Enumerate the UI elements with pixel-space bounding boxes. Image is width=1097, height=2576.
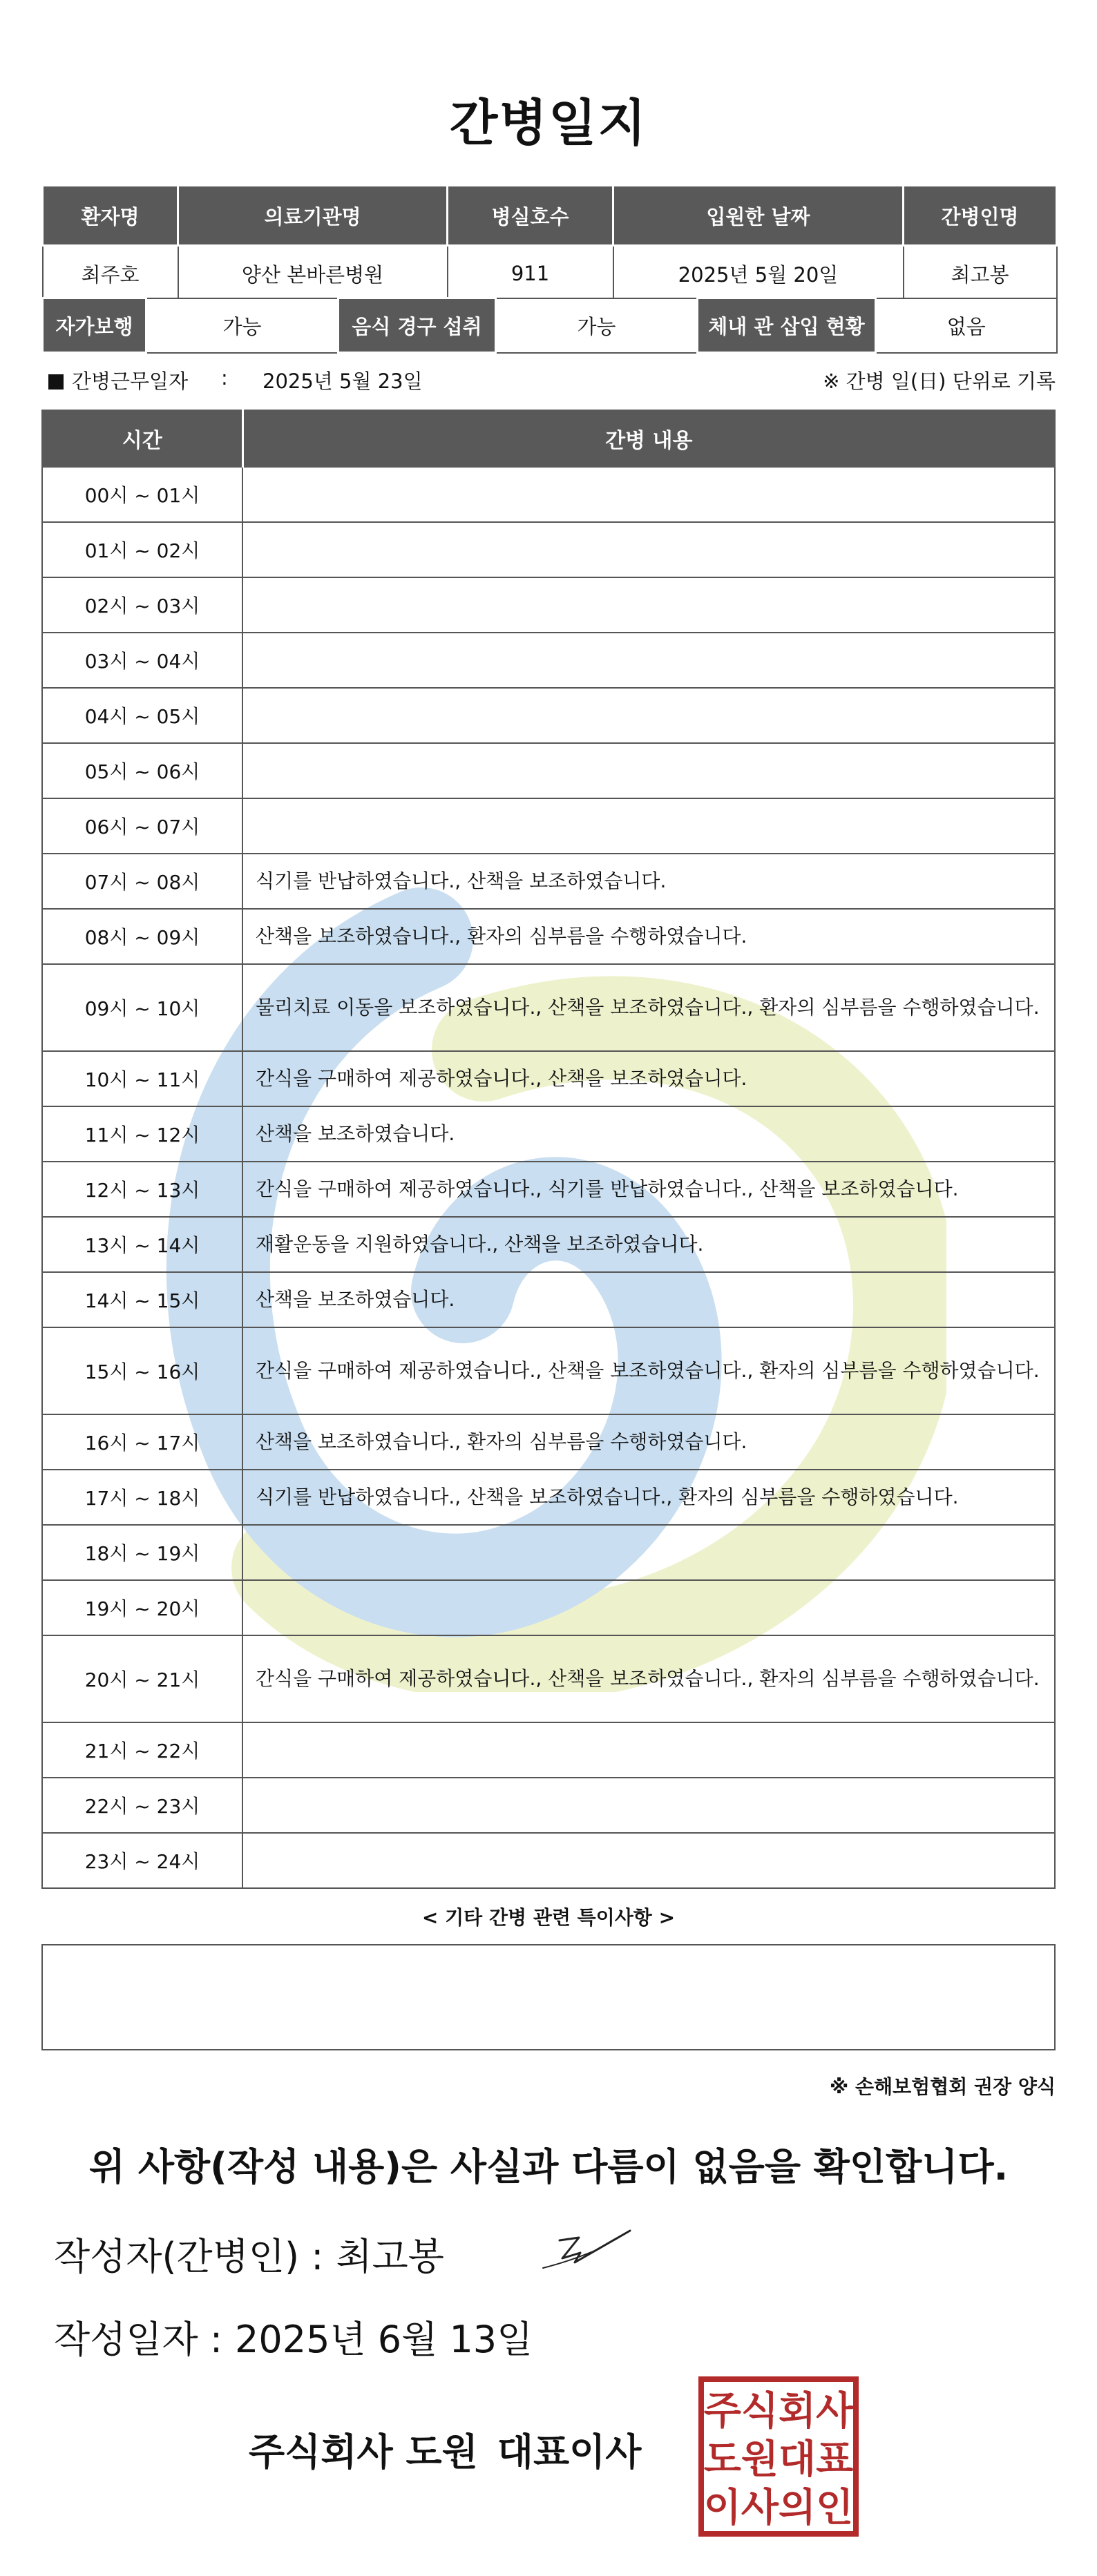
caregiver-name-value: 최고봉: [904, 246, 1057, 302]
log-content: 식기를 반납하였습니다., 산책을 보조하였습니다., 환자의 심부름을 수행하였습니다.: [242, 1470, 1055, 1525]
care-log-table: [41, 410, 1056, 1889]
log-row: [42, 1722, 1055, 1778]
log-content: 간식을 구매하여 제공하였습니다., 식기를 반납하였습니다., 산책을 보조하였습니다.: [242, 1162, 1055, 1217]
tube-status-value: 없음: [876, 298, 1057, 353]
log-time: 06시 ~ 07시: [42, 798, 242, 854]
log-content: [242, 688, 1055, 743]
log-row: [42, 1272, 1055, 1327]
written-date-label: 작성일자 :: [54, 2318, 223, 2361]
log-row: [42, 1051, 1055, 1106]
log-row: [42, 522, 1055, 577]
log-time: 11시 ~ 12시: [42, 1106, 242, 1162]
log-time: 04시 ~ 05시: [42, 688, 242, 743]
log-row: [42, 1470, 1055, 1525]
admission-date-value: 2025년 5월 20일: [613, 246, 904, 302]
log-time: 23시 ~ 24시: [42, 1833, 242, 1888]
writer-name: 최고봉: [336, 2235, 444, 2278]
written-date-value: 2025년 6월 13일: [235, 2318, 533, 2361]
log-time: 17시 ~ 18시: [42, 1470, 242, 1525]
log-row: [42, 1327, 1055, 1414]
work-date-line: [48, 366, 1056, 396]
log-row: [42, 688, 1055, 743]
self-walk-label: 자가보행: [43, 298, 146, 353]
log-time: 21시 ~ 22시: [42, 1722, 242, 1778]
log-row: [42, 798, 1055, 854]
patient-info-table: [41, 184, 1058, 302]
log-row: [42, 854, 1055, 909]
log-time: 08시 ~ 09시: [42, 909, 242, 964]
patient-ability-table: [41, 297, 1058, 354]
hospital-name-value: 양산 본바른병원: [178, 246, 448, 302]
written-date-line: [54, 2310, 533, 2363]
handwritten-signature: [539, 2225, 636, 2274]
work-date-colon: :: [221, 366, 228, 390]
log-row: [42, 1635, 1055, 1722]
recommended-form-note: ※ 손해보험협회 권장 양식: [830, 2075, 1056, 2098]
patient-info-value-row: [43, 246, 1057, 302]
company-line: [249, 2423, 641, 2476]
log-time: 20시 ~ 21시: [42, 1635, 242, 1722]
work-date-label-group: [48, 366, 188, 394]
log-time: 10시 ~ 11시: [42, 1051, 242, 1106]
log-content: 산책을 보조하였습니다.: [242, 1272, 1055, 1327]
svg-text:이사의인: 이사의인: [703, 2486, 854, 2530]
log-content: 간식을 구매하여 제공하였습니다., 산책을 보조하였습니다., 환자의 심부름을 수행하였습니다.: [242, 1327, 1055, 1414]
log-row: [42, 1525, 1055, 1580]
log-content: [242, 577, 1055, 633]
patient-name-value: 최주호: [43, 246, 178, 302]
log-time: 12시 ~ 13시: [42, 1162, 242, 1217]
log-content: [242, 522, 1055, 577]
special-notes-title: < 기타 간병 관련 특이사항 >: [421, 1906, 676, 1929]
log-row: [42, 1414, 1055, 1470]
writer-line: [54, 2227, 444, 2280]
tube-status-label: 체내 관 삽입 현황: [698, 298, 876, 353]
log-time: 07시 ~ 08시: [42, 854, 242, 909]
company-seal-stamp: [698, 2376, 859, 2537]
log-time: 15시 ~ 16시: [42, 1327, 242, 1414]
log-time: 19시 ~ 20시: [42, 1580, 242, 1635]
log-content: 산책을 보조하였습니다., 환자의 심부름을 수행하였습니다.: [242, 1414, 1055, 1470]
log-row: [42, 1580, 1055, 1635]
log-time: 09시 ~ 10시: [42, 964, 242, 1051]
log-row: [42, 577, 1055, 633]
self-walk-value: 가능: [146, 298, 338, 353]
content-column-header: 간병 내용: [242, 410, 1055, 467]
log-content: [242, 1525, 1055, 1580]
log-content: [242, 1833, 1055, 1888]
log-content: [242, 798, 1055, 854]
oral-intake-value: 가능: [496, 298, 698, 353]
log-content: [242, 743, 1055, 798]
care-log-header-row: [42, 410, 1055, 467]
log-content: [242, 633, 1055, 688]
log-time: 22시 ~ 23시: [42, 1778, 242, 1833]
log-content: [242, 1580, 1055, 1635]
room-number-value: 911: [448, 246, 613, 302]
log-content: 재활운동을 지원하였습니다., 산책을 보조하였습니다.: [242, 1217, 1055, 1272]
confirmation-statement: 위 사항(작성 내용)은 사실과 다름이 없음을 확인합니다.: [88, 2145, 1009, 2189]
company-name: 주식회사 도원: [249, 2430, 478, 2474]
log-row: [42, 909, 1055, 964]
log-content: [242, 1722, 1055, 1778]
care-log-body: [42, 467, 1055, 1888]
patient-ability-row: [43, 298, 1057, 353]
writer-label: 작성자(간병인) :: [54, 2235, 324, 2278]
svg-text:도원대표: 도원대표: [703, 2437, 854, 2482]
log-content: 식기를 반납하였습니다., 산책을 보조하였습니다.: [242, 854, 1055, 909]
room-number-header: 병실호수: [448, 186, 613, 246]
admission-date-header: 입원한 날짜: [613, 186, 904, 246]
log-time: 03시 ~ 04시: [42, 633, 242, 688]
page-title: 간병일지: [449, 94, 648, 152]
log-row: [42, 1833, 1055, 1888]
ceo-title: 대표이사: [497, 2430, 642, 2474]
log-time: 13시 ~ 14시: [42, 1217, 242, 1272]
log-row: [42, 743, 1055, 798]
log-content: 간식을 구매하여 제공하였습니다., 산책을 보조하였습니다.: [242, 1051, 1055, 1106]
patient-info-header-row: [43, 186, 1057, 246]
log-row: [42, 1106, 1055, 1162]
hospital-name-header: 의료기관명: [178, 186, 448, 246]
log-row: [42, 467, 1055, 522]
log-content: [242, 1778, 1055, 1833]
daily-record-note: ※ 간병 일(日) 단위로 기록: [823, 369, 1056, 393]
log-content: [242, 467, 1055, 522]
patient-name-header: 환자명: [43, 186, 178, 246]
log-time: 01시 ~ 02시: [42, 522, 242, 577]
log-content: 간식을 구매하여 제공하였습니다., 산책을 보조하였습니다., 환자의 심부름을 수행하였습니다.: [242, 1635, 1055, 1722]
time-column-header: 시간: [42, 410, 242, 467]
square-bullet-icon: [48, 374, 64, 390]
log-time: 00시 ~ 01시: [42, 467, 242, 522]
log-content: 산책을 보조하였습니다.: [242, 1106, 1055, 1162]
log-content: 물리치료 이동을 보조하였습니다., 산책을 보조하였습니다., 환자의 심부름을 수행하였습니다.: [242, 964, 1055, 1051]
caregiver-name-header: 간병인명: [904, 186, 1057, 246]
log-time: 16시 ~ 17시: [42, 1414, 242, 1470]
log-row: [42, 633, 1055, 688]
log-content: 산책을 보조하였습니다., 환자의 심부름을 수행하였습니다.: [242, 909, 1055, 964]
oral-intake-label: 음식 경구 섭취: [338, 298, 496, 353]
log-row: [42, 1162, 1055, 1217]
log-row: [42, 1217, 1055, 1272]
log-time: 05시 ~ 06시: [42, 743, 242, 798]
work-date-value: 2025년 5월 23일: [263, 369, 423, 393]
special-notes-box: [41, 1944, 1056, 2050]
log-row: [42, 964, 1055, 1051]
log-time: 14시 ~ 15시: [42, 1272, 242, 1327]
log-time: 18시 ~ 19시: [42, 1525, 242, 1580]
log-time: 02시 ~ 03시: [42, 577, 242, 633]
log-row: [42, 1778, 1055, 1833]
work-date-label: 간병근무일자: [72, 369, 189, 393]
svg-text:주식회사: 주식회사: [703, 2389, 854, 2434]
